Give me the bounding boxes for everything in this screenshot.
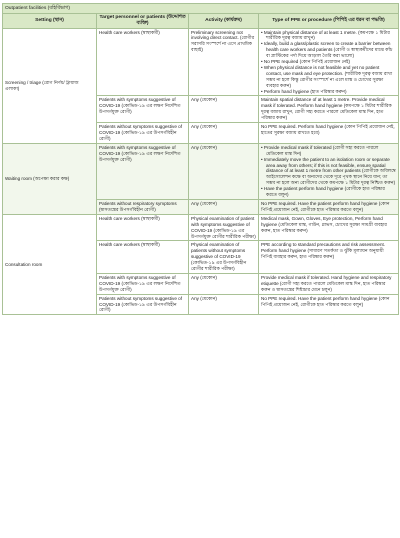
activity-cell: Preliminary screening not involving direct contact. (রোগীর সরাসরি সংস্পর্শে না এসে প্রাথমিক বাছাই) [189, 28, 259, 96]
activity-cell: Any (যেকোন) [189, 294, 259, 315]
activity-cell: Physical examination of patients without symptoms suggestive of COVID-19 (কোভিড-১৯ এর উপসর্গবিহীন রোগীর শারীরিক পরীক্ষা) [189, 241, 259, 274]
ppe-cell: PPE according to standard precautions and risk assessment. Perform hand hygiene (সাধারণ সতর্কতা ও ঝুঁকি মূল্যায়ন অনুযায়ী পিপিই ব্যবহার করুন, হাত পরিষ্কার করুন) [259, 241, 399, 274]
ppe-list-item: • Have the patient perform hand hygiene (রোগীকে হাত পরিষ্কার করতে বলুন) [261, 186, 396, 198]
activity-cell: Any (যেকোন) [189, 96, 259, 123]
header-activity: Activity (কার্যক্রম) [189, 13, 259, 28]
ppe-table [2, 3, 399, 315]
ppe-list-item: • Ideally, build a glass/plastic screen to create a barrier between health care workers and patients (রোগী ও স্বাস্থ্যকর্মীদের মাঝে কাঁচ বা প্লাস্টিকের পর্দা দিয়ে আড়াল তৈরি করা ভালো) [261, 41, 396, 59]
ppe-cell: Provide medical mask if tolerated. Hand hygiene and respiratory etiquette (রোগী সহ্য করতে পারলে মেডিকেল মাস্ক দিন, হাত পরিষ্কার করুন ও শ্বাসতন্ত্রের শিষ্টাচার মেনে চলুন) [259, 273, 399, 294]
ppe-list-item: • Perform hand hygiene (হাত পরিষ্কার করুন) [261, 89, 396, 95]
table-row [3, 214, 399, 241]
section-title: Outpatient facilities (বহির্বিভাগ) [3, 4, 399, 14]
target-cell: Patients without respiratory symptoms (শ্বাসতন্ত্রের উপসর্গবিহীন রোগী) [97, 199, 189, 214]
setting-waiting: Waiting room (অপেক্ষা করার কক্ষ) [3, 143, 97, 214]
target-cell: Patients with symptoms suggestive of COVID-19 (কোভিড-১৯ এর লক্ষণ নির্দেশিত উপসর্গযুক্ত রোগী) [97, 143, 189, 199]
ppe-list-item: • When physical distance is not feasible and yet no patient contact, use mask and eye protection. (শারীরিক দূরত্ব বজায় রাখা সম্ভব না হলে কিন্তু রোগীর সংস্পর্শে না এলে মাস্ক ও চোখের সুরক্ষা ব্যবহার করুন) [261, 65, 396, 89]
ppe-list-item: • Provide medical mask if tolerated (রোগী সহ্য করতে পারলে মেডিকেল মাস্ক দিন) [261, 145, 396, 157]
setting-screening: Screening / triage (রোগ নির্ণয়/ ট্রায়াজ এলাকা) [3, 28, 97, 143]
target-cell: Health care workers (স্বাস্থ্যকর্মী) [97, 241, 189, 274]
target-cell: Health care workers (স্বাস্থ্যকর্মী) [97, 214, 189, 241]
target-cell: Patients with symptoms suggestive of COVID-19 (কোভিড-১৯ এর লক্ষণ নির্দেশিত উপসর্গযুক্ত রোগী) [97, 96, 189, 123]
ppe-list-item: • No PPE required (কোন পিপিই প্রয়োজন নেই) [261, 59, 396, 65]
setting-consultation: Consultation room [3, 214, 97, 315]
header-row [3, 13, 399, 28]
target-cell: Patients without symptoms suggestive of COVID-19 (কোভিড-১৯ এর উপসর্গবিহীন রোগী) [97, 294, 189, 315]
ppe-cell [259, 143, 399, 199]
ppe-list-item: • Maintain physical distance of at least 1 metre. (কমপক্ষে ১ মিটার শারীরিক দূরত্ব বজায় রাখুন) [261, 30, 396, 42]
ppe-list-item: • Immediately move the patient to an isolation room or separate area away from others; if this is not feasible, ensure spatial distance of at least 1 metre from other patients (রোগীকে অবিলম্বে আইসোলেশন কক্ষে বা অন্যদের থেকে দূরে পৃথক স্থানে নিয়ে যান; তা সম্ভব না হলে অন্য রোগীদের থেকে কমপক্ষে ১ মিটার দূরত্ব নিশ্চিত করুন) [261, 157, 396, 187]
header-ppe: Type of PPE or procedure (পিপিই এর ধরন বা পদ্ধতি) [259, 13, 399, 28]
header-target: Target personnel or patients (উদ্দেশিত ব্যক্তি) [97, 13, 189, 28]
ppe-cell: No PPE required. Perform hand hygiene (কোন পিপিই প্রয়োজন নেই, হাতের সুরক্ষা বজায় রাখতে হবে) [259, 123, 399, 144]
ppe-list [261, 30, 396, 95]
table-row [3, 143, 399, 199]
activity-cell: Any (যেকোন) [189, 199, 259, 214]
activity-cell: Any (যেকোন) [189, 123, 259, 144]
activity-cell: Any (যেকোন) [189, 143, 259, 199]
ppe-cell: Maintain spatial distance of at least 1 metre. Provide medical mask if tolerated. Perform hand hygiene (কমপক্ষে ১ মিটার শারীরিক দূরত্ব বজায় রাখুন, রোগী সহ্য করতে পারলে মেডিকেল মাস্ক দিন, হাত পরিষ্কার করুন) [259, 96, 399, 123]
target-cell: Patients without symptoms suggestive of COVID-19 (কোভিড-১৯ এর উপসর্গবিহীন রোগী) [97, 123, 189, 144]
ppe-list [261, 145, 396, 198]
header-setting: Setting (স্থান) [3, 13, 97, 28]
ppe-cell: Medical mask, Gown, Gloves, Eye protection, Perform hand hygiene (মেডিকেল মাস্ক, গাউন, গ্লাভস, চোখের সুরক্ষা সামগ্রী ব্যবহার করুন, হাত পরিষ্কার করুন) [259, 214, 399, 241]
ppe-cell: No PPE required. Have the patient perform hand hygiene (কোন পিপিই প্রয়োজন নেই, রোগীকে হাত পরিষ্কার করতে বলুন) [259, 294, 399, 315]
target-cell: Patients with symptoms suggestive of COVID-19 (কোভিড-১৯ এর লক্ষণ নির্দেশিত উপসর্গযুক্ত রোগী) [97, 273, 189, 294]
table-row [3, 28, 399, 96]
ppe-cell [259, 28, 399, 96]
activity-cell: Any (যেকোন) [189, 273, 259, 294]
target-cell: Health care workers (স্বাস্থ্যকর্মী) [97, 28, 189, 96]
section-row [3, 4, 399, 14]
activity-cell: Physical examination of patient with symptoms suggestive of COVID-19 (কোভিড-১৯ এর উপসর্গযুক্ত রোগীর শারীরিক পরীক্ষা) [189, 214, 259, 241]
ppe-cell: No PPE required. Have the patient perform hand hygiene (কোন পিপিই প্রয়োজন নেই, রোগীকে হাত পরিষ্কার করতে বলুন) [259, 199, 399, 214]
